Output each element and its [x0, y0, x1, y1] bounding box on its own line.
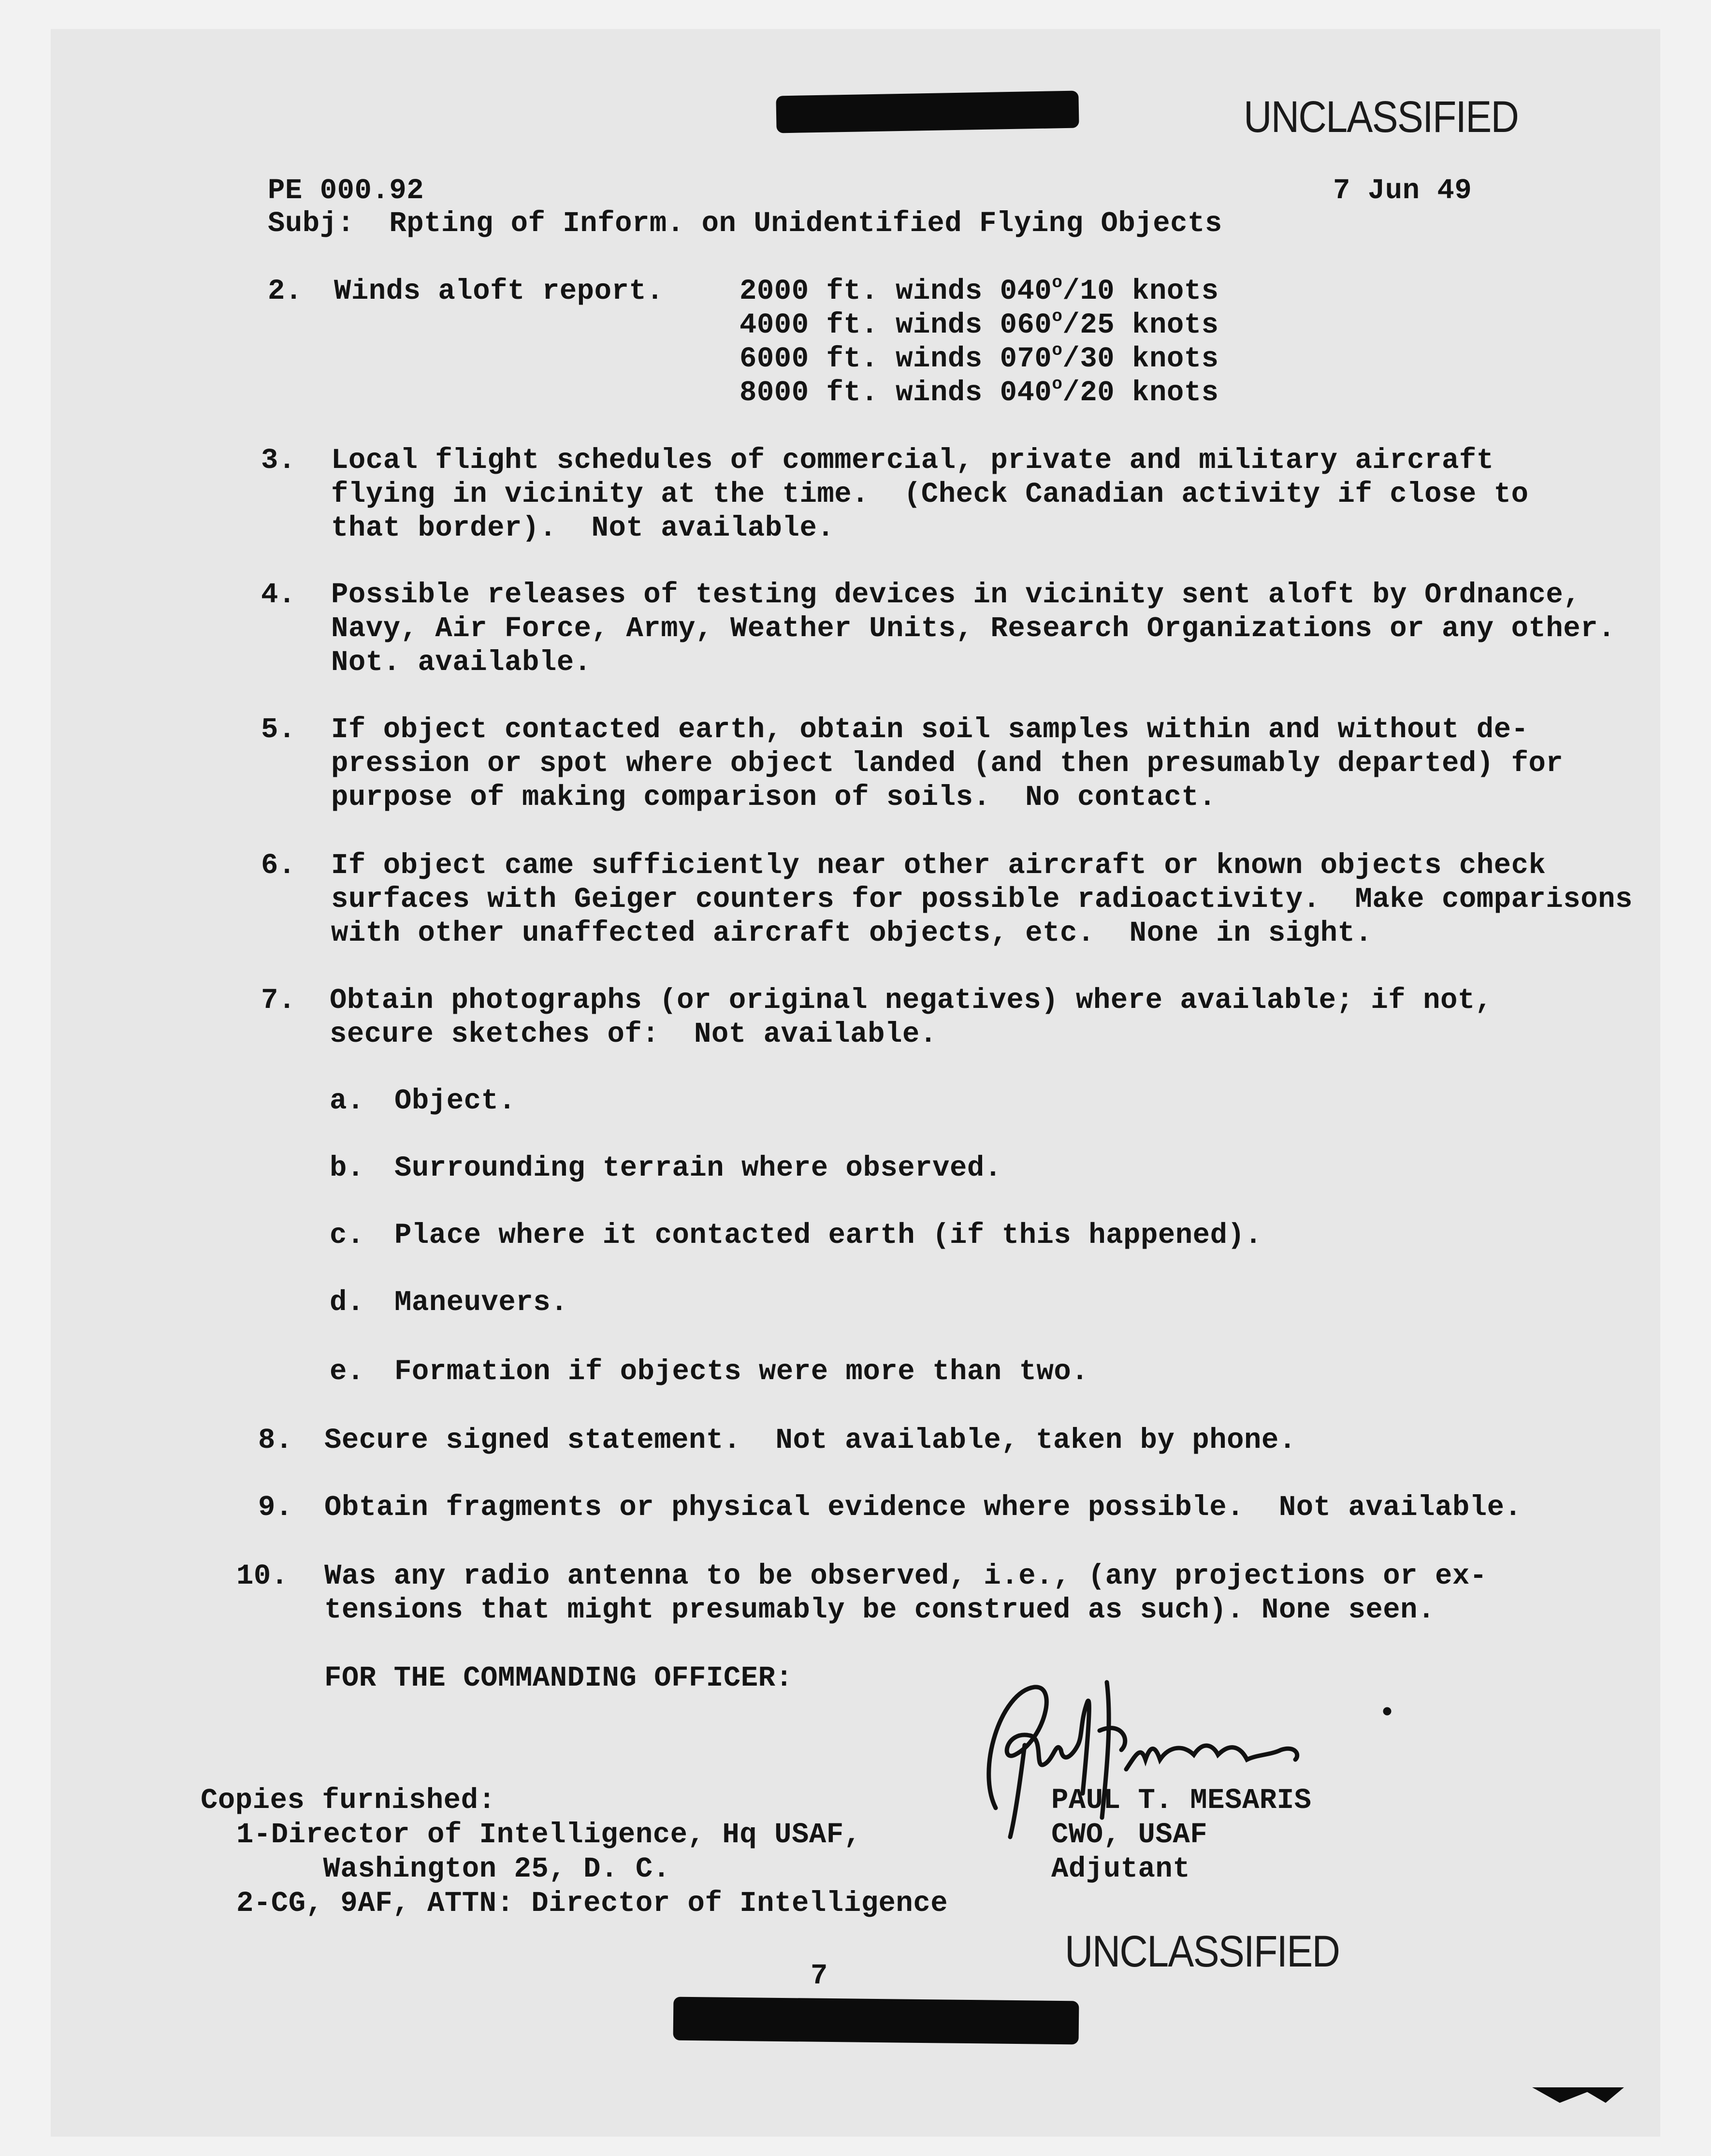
redaction-bottom — [673, 1997, 1079, 2045]
page-number: 7 — [811, 1960, 828, 1992]
classification-stamp-top: UNCLASSIFIED — [1244, 92, 1519, 142]
subject-line: Subj: Rpting of Inform. on Unidentified Flying Objects — [268, 207, 1222, 240]
item-text-line: secure sketches of: Not available. — [330, 1018, 937, 1050]
item-text-line: Obtain fragments or physical evidence where possible. Not available. — [324, 1491, 1522, 1524]
item-text-line: flying in vicinity at the time. (Check Canadian activity if close to — [331, 478, 1529, 510]
item-number: 6. — [261, 849, 296, 882]
item-number: 3. — [261, 444, 296, 477]
item-number: 10. — [236, 1560, 289, 1592]
document-date: 7 Jun 49 — [1333, 175, 1472, 207]
item-text-line: Navy, Air Force, Army, Weather Units, Research Organizations or any other. — [331, 612, 1616, 645]
redaction-top — [776, 91, 1079, 133]
item-label: Winds aloft report. — [334, 275, 664, 307]
winds-value: 8000 ft. winds 040 — [740, 377, 1052, 409]
sub-item-letter: b. — [330, 1152, 364, 1184]
sub-item-text: Maneuvers. — [394, 1286, 568, 1319]
degree-sign: o — [1052, 273, 1063, 292]
winds-row — [740, 308, 1219, 342]
signer-name: PAUL T. MESARIS — [1051, 1784, 1312, 1817]
sub-item-letter: d. — [330, 1286, 364, 1319]
item-number: 7. — [261, 984, 296, 1017]
item-text-line: tensions that might presumably be construed as such). None seen. — [324, 1594, 1435, 1626]
item-number: 4. — [261, 579, 296, 611]
winds-row — [740, 376, 1219, 410]
sub-item-letter: c. — [330, 1219, 364, 1252]
item-text-line: Was any radio antenna to be observed, i.e., (any projections or ex- — [324, 1560, 1487, 1592]
winds-speed: /30 knots — [1062, 343, 1219, 375]
winds-row — [740, 275, 1219, 308]
winds-speed: /25 knots — [1062, 309, 1219, 341]
item-text-line: pression or spot where object landed (and then presumably departed) for — [331, 747, 1564, 780]
winds-speed: /10 knots — [1062, 275, 1219, 307]
item-text-line: Local flight schedules of commercial, private and military aircraft — [331, 444, 1494, 477]
winds-value: 6000 ft. winds 070 — [740, 343, 1052, 375]
sub-item-text: Place where it contacted earth (if this happened). — [394, 1219, 1262, 1252]
file-reference: PE 000.92 — [268, 175, 424, 207]
item-number: 8. — [258, 1424, 293, 1457]
winds-row — [740, 342, 1219, 376]
item-text-line: Not. available. — [331, 646, 592, 679]
classification-stamp-bottom: UNCLASSIFIED — [1065, 1927, 1340, 1976]
item-text-line: with other unaffected aircraft objects, etc. None in sight. — [331, 917, 1373, 949]
item-number: 9. — [258, 1491, 293, 1524]
signer-title: Adjutant — [1051, 1853, 1190, 1885]
item-text-line: Obtain photographs (or original negatives) where available; if not, — [330, 984, 1493, 1017]
item-text-line: If object came sufficiently near other aircraft or known objects check — [331, 849, 1546, 882]
winds-value: 2000 ft. winds 040 — [740, 275, 1052, 307]
degree-sign: o — [1052, 374, 1063, 394]
copy-recipient: Washington 25, D. C. — [236, 1853, 670, 1885]
item-text-line: that border). Not available. — [331, 512, 835, 544]
sub-item-letter: a. — [330, 1085, 364, 1117]
sub-item-text: Surrounding terrain where observed. — [394, 1152, 1002, 1184]
item-text-line: surfaces with Geiger counters for possible radioactivity. Make comparisons — [331, 883, 1633, 916]
copy-recipient: 2-CG, 9AF, ATTN: Director of Intelligence — [236, 1887, 948, 1920]
degree-sign: o — [1052, 340, 1063, 360]
item-number: 2. — [268, 275, 303, 307]
copies-heading: Copies furnished: — [201, 1784, 496, 1817]
item-text-line: purpose of making comparison of soils. No contact. — [331, 781, 1217, 814]
winds-speed: /20 knots — [1062, 377, 1219, 409]
item-text-line: Secure signed statement. Not available, taken by phone. — [324, 1424, 1296, 1457]
for-commanding-officer: FOR THE COMMANDING OFFICER: — [324, 1662, 793, 1694]
item-text-line: Possible releases of testing devices in vicinity sent aloft by Ordnance, — [331, 579, 1581, 611]
degree-sign: o — [1052, 306, 1063, 326]
winds-value: 4000 ft. winds 060 — [740, 309, 1052, 341]
sub-item-text: Object. — [394, 1085, 516, 1117]
sub-item-text: Formation if objects were more than two. — [394, 1355, 1089, 1388]
sub-item-letter: e. — [330, 1355, 364, 1388]
copy-recipient: 1-Director of Intelligence, Hq USAF, — [236, 1819, 861, 1851]
signer-rank: CWO, USAF — [1051, 1819, 1208, 1851]
item-number: 5. — [261, 714, 296, 746]
item-text-line: If object contacted earth, obtain soil samples within and without de- — [331, 714, 1529, 746]
